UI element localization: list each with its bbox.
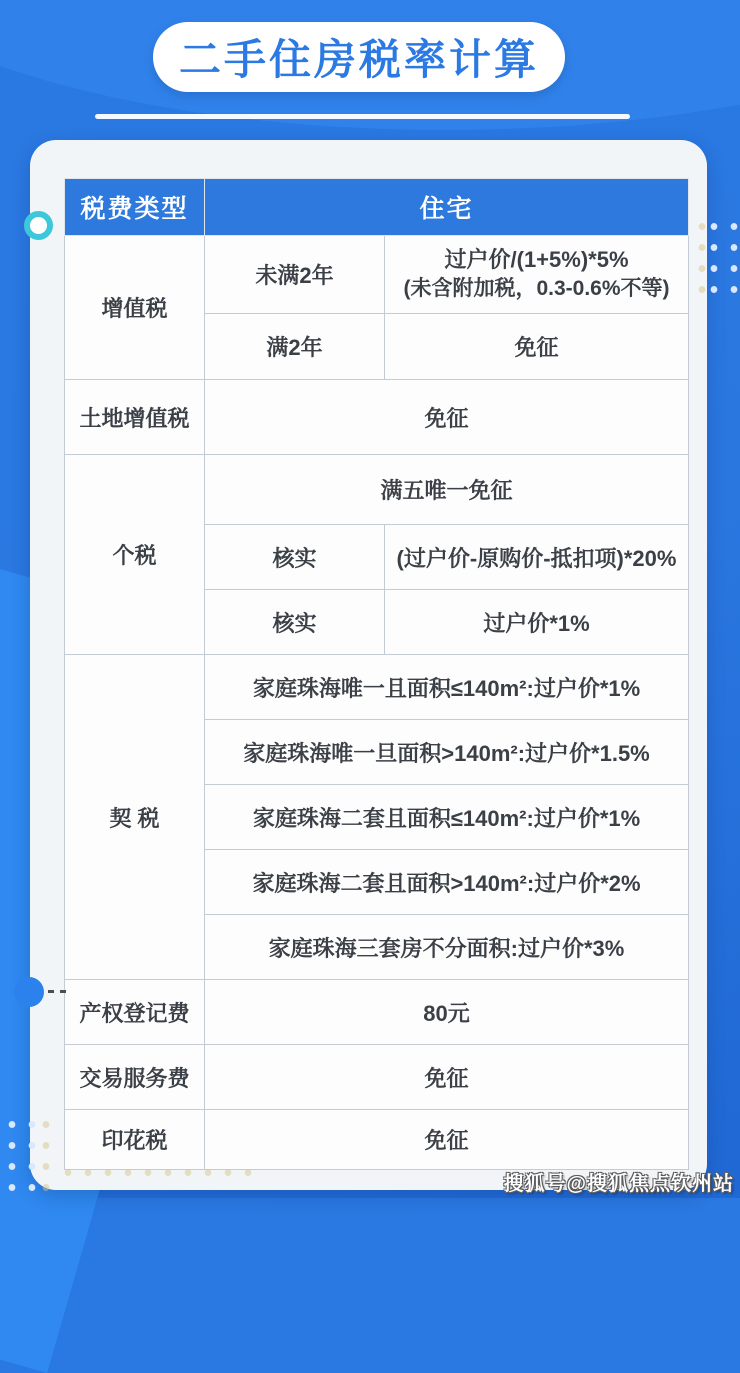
cell-vat-under2y-value <box>385 236 689 314</box>
cell-vat-over2y-value: 免征 <box>385 314 689 380</box>
header-residential: 住宅 <box>205 179 689 236</box>
vat-formula-line1: 过户价/(1+5%)*5% <box>444 247 629 273</box>
cell-vat-over2y: 满2年 <box>205 314 385 380</box>
title-banner <box>153 22 565 92</box>
cell-incometax-label: 个税 <box>65 455 205 655</box>
teal-ring-decoration <box>24 211 53 240</box>
cell-incometax-verify1-value: (过户价-原购价-抵扣项)*20% <box>385 525 689 590</box>
cell-deedtax-rule1: 家庭珠海唯一且面积≤140m²:过户价*1% <box>205 655 689 720</box>
watermark: 搜狐号@搜狐焦点钦州站 <box>503 1173 734 1195</box>
blue-circle-decoration <box>14 977 44 1007</box>
title-underline-decoration <box>95 114 630 119</box>
cell-service-label: 交易服务费 <box>65 1045 205 1110</box>
table-header-row <box>65 179 689 236</box>
cell-deedtax-label: 契 税 <box>65 655 205 980</box>
cell-incometax-verify2: 核实 <box>205 590 385 655</box>
dot-row-card-bottom-decoration <box>58 1162 258 1176</box>
cell-deedtax-rule5: 家庭珠海三套房不分面积:过户价*3% <box>205 915 689 980</box>
header-tax-type: 税费类型 <box>65 179 205 236</box>
table-row <box>65 455 689 525</box>
cell-incometax-verify1: 核实 <box>205 525 385 590</box>
table-row <box>65 1110 689 1170</box>
vat-formula-line2: (未含附加税，0.3-0.6%不等) <box>403 277 670 301</box>
cell-deedtax-rule3: 家庭珠海二套且面积≤140m²:过户价*1% <box>205 785 689 850</box>
page-title: 二手住房税率计算 <box>178 36 539 83</box>
cell-vat-under2y: 未满2年 <box>205 236 385 314</box>
cell-registration-label: 产权登记费 <box>65 980 205 1045</box>
cell-incometax-exempt: 满五唯一免征 <box>205 455 689 525</box>
table-row <box>65 380 689 455</box>
cell-stamptax-label: 印花税 <box>65 1110 205 1170</box>
dot-column-card-left-decoration <box>36 1114 50 1194</box>
content-card <box>30 140 707 1190</box>
cell-registration-value: 80元 <box>205 980 689 1045</box>
cell-vat-label: 增值税 <box>65 236 205 380</box>
cell-deedtax-rule2: 家庭珠海唯一旦面积>140m²:过户价*1.5% <box>205 720 689 785</box>
cell-deedtax-rule4: 家庭珠海二套且面积>140m²:过户价*2% <box>205 850 689 915</box>
cell-incometax-verify2-value: 过户价*1% <box>385 590 689 655</box>
tax-rate-table <box>64 178 689 1170</box>
dot-grid-right-decoration <box>704 216 740 294</box>
cell-landvat-label: 土地增值税 <box>65 380 205 455</box>
table-row <box>65 655 689 720</box>
cell-service-value: 免征 <box>205 1045 689 1110</box>
table-row <box>65 1045 689 1110</box>
table-row <box>65 980 689 1045</box>
cell-landvat-value: 免征 <box>205 380 689 455</box>
dashed-line-decoration <box>48 990 66 993</box>
dot-column-card-right-decoration <box>692 216 706 294</box>
table-row <box>65 236 689 314</box>
cell-stamptax-value: 免征 <box>205 1110 689 1170</box>
